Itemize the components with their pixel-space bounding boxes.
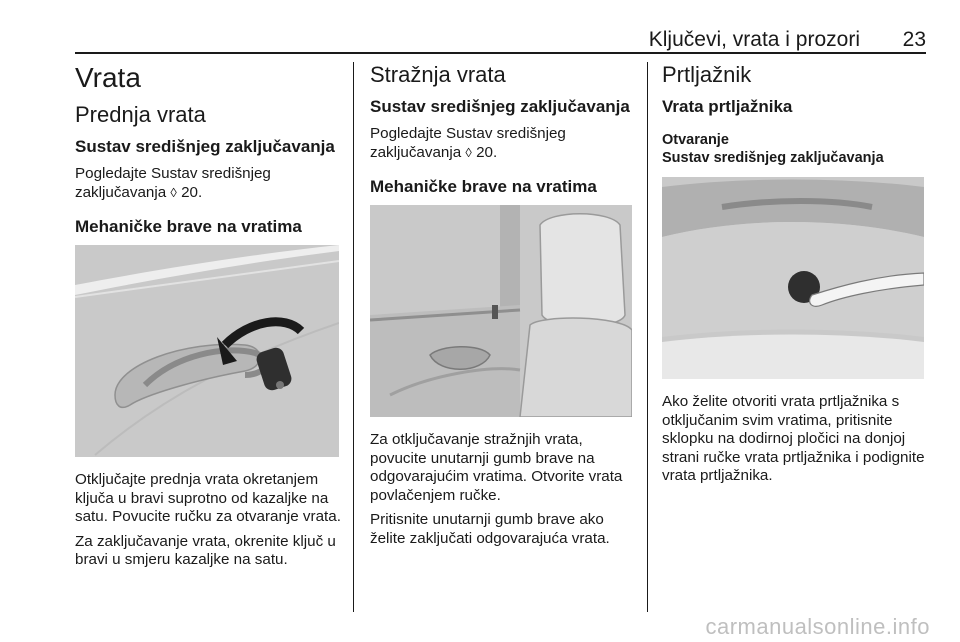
reference-page[interactable]: 20. bbox=[181, 183, 203, 201]
heading-vrata: Vrata bbox=[75, 62, 141, 93]
heading-central-locking: Sustav središnjeg zaključavanja bbox=[75, 137, 335, 156]
column-1 bbox=[75, 62, 343, 576]
heading-vrata-prtljaznika: Vrata prtljažnika bbox=[662, 97, 793, 116]
heading-mechanical-locks-rear: Mehaničke brave na vratima bbox=[370, 177, 597, 196]
reference-text: Pogledajte Sustav središnjeg zaključavanja bbox=[75, 165, 271, 201]
column-divider-1 bbox=[353, 62, 354, 612]
heading-mechanical-locks: Mehaničke brave na vratima bbox=[75, 217, 302, 236]
column-2 bbox=[370, 62, 634, 554]
central-locking-reference-rear bbox=[370, 125, 634, 162]
reference-page-rear[interactable]: 20. bbox=[476, 143, 498, 161]
tailgate-opening-illustration bbox=[662, 177, 924, 379]
rear-door-lock-text: Pritisnite unutarnji gumb brave ako želite zaključati odgovarajuća vrata. bbox=[370, 511, 610, 547]
watermark: carmanualsonline.info bbox=[705, 614, 930, 639]
heading-prtljaznik: Prtljažnik bbox=[662, 62, 752, 87]
header-rule bbox=[75, 52, 926, 54]
tailgate-open-text: Ako želite otvoriti vrata prtljažnika s otključanim svim vratima, pritisnite sklopku na dodirnoj pločici na donjoj strani ručke vrata prtljažnika i podignite vrata prtljažnika. bbox=[662, 393, 925, 484]
page-reference-icon: ◊ bbox=[170, 184, 177, 200]
rear-door-lock-illustration bbox=[370, 205, 632, 417]
page-header-title: Ključevi, vrata i prozori bbox=[648, 28, 860, 51]
heading-strazna-vrata: Stražnja vrata bbox=[370, 62, 506, 87]
heading-central-locking-trunk: Sustav središnjeg zaključavanja bbox=[662, 150, 884, 166]
column-3 bbox=[662, 62, 928, 492]
heading-central-locking-rear: Sustav središnjeg zaključavanja bbox=[370, 97, 630, 116]
front-door-unlock-text: Otključajte prednja vrata okretanjem ključa u bravi suprotno od kazaljke na satu. Povucite ručku za otvaranje vrata. bbox=[75, 471, 341, 525]
reference-text-rear: Pogledajte Sustav središnjeg zaključavanja bbox=[370, 125, 566, 161]
heading-otvaranje: Otvaranje bbox=[662, 132, 729, 148]
page-reference-icon: ◊ bbox=[465, 144, 472, 160]
front-door-key-illustration bbox=[75, 245, 339, 457]
heading-prednja-vrata: Prednja vrata bbox=[75, 102, 206, 127]
central-locking-reference bbox=[75, 165, 343, 202]
front-door-lock-text: Za zaključavanje vrata, okrenite ključ u bravi u smjeru kazaljke na satu. bbox=[75, 532, 336, 568]
rear-door-unlock-text: Za otključavanje stražnjih vrata, povucite unutarnji gumb brave na odgovarajućim vratima. Otvorite vrata povlačenjem ručke. bbox=[370, 431, 623, 504]
page-number: 23 bbox=[902, 28, 926, 51]
column-divider-2 bbox=[647, 62, 648, 612]
